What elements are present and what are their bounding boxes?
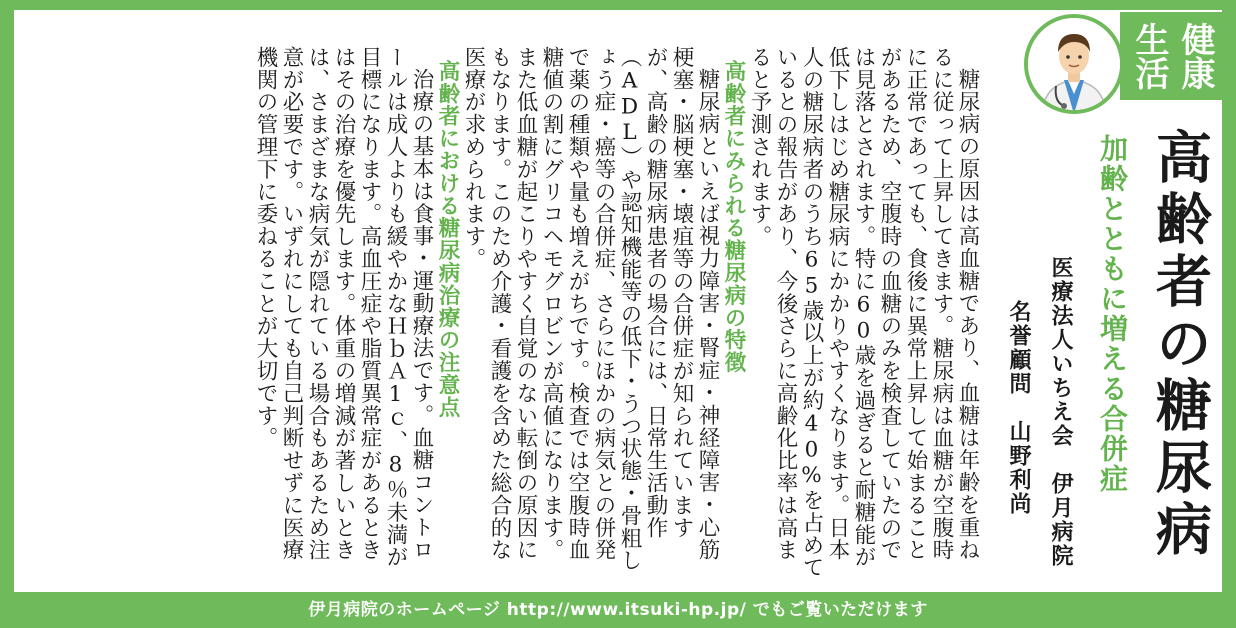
intro-paragraph: 糖尿病の原因は高血糖であり、血糖は年齢を重ねるに従って上昇してきます。糖尿病は血糖が空腹時に正常であっても、食後に異常上昇して始まることがあるため、空腹時の血糖のみを検査していたのでは見落とされます。特に60歳を過ぎると耐糖能が低下しはじめ糖尿病にかかりやすくなります。日本人の糖尿病者のうち65歳以上が約40%を占めているとの報告があり、今後さらに高齢化比率は高まると予測されます。 — [747, 46, 980, 579]
section-heading-features: 高齢者にみられる糖尿病の特徴 — [721, 60, 746, 374]
section-paragraph-features: 糖尿病といえば視力障害・腎症・神経障害・心筋梗塞・脳梗塞・壊疽等の合併症が知られていますが、高齢の糖尿病患者の場合には、日常生活動作（ADL）や認知機能等の低下・うつ状態・骨粗しょう症・癌等の合併症、さらにほかの病気との併発で薬の種類や量も増えがちです。検査では空腹時血糖値の割にグリコヘモグロビンが高値になります。また低血糖が起こりやすく自覚のない転倒の原因にもなります。このため介護・看護を含めた総合的な医療が求められます。 — [461, 46, 720, 572]
section-paragraph-treatment: 治療の基本は食事・運動療法です。血糖コントロールは成人よりも緩やかなＨｂＡ1ｃ、8％未満が目標になります。高血圧症や脂質異常症があるときはその治療を優先します。体重の増減が著しいときは、さまざまな病気が隠れている場合もあるため注意が必要です。いずれにしても自己判断せずに医療機関の管理下に委ねることが大切です。 — [253, 46, 434, 569]
article-subtitle: 加齢とともに増える合併症 — [1096, 134, 1129, 494]
article-body — [60, 46, 980, 582]
article-title: 高齢者の糖尿病 — [1147, 128, 1212, 562]
category-label-life: 生活 — [1129, 22, 1169, 90]
section-heading-treatment: 高齢者における糖尿病治療の注意点 — [435, 60, 460, 419]
category-label-health: 健康 — [1175, 22, 1215, 90]
footer-homepage-note: 伊月病院のホームページ http://www.itsuki-hp.jp/ でもご覧いただけます — [308, 600, 928, 620]
author-name: 名誉顧問 山野利尚 — [1006, 300, 1031, 516]
doctor-icon — [1024, 14, 1124, 114]
author-affiliation: 医療法人いちえ会 伊月病院 — [1048, 256, 1073, 568]
